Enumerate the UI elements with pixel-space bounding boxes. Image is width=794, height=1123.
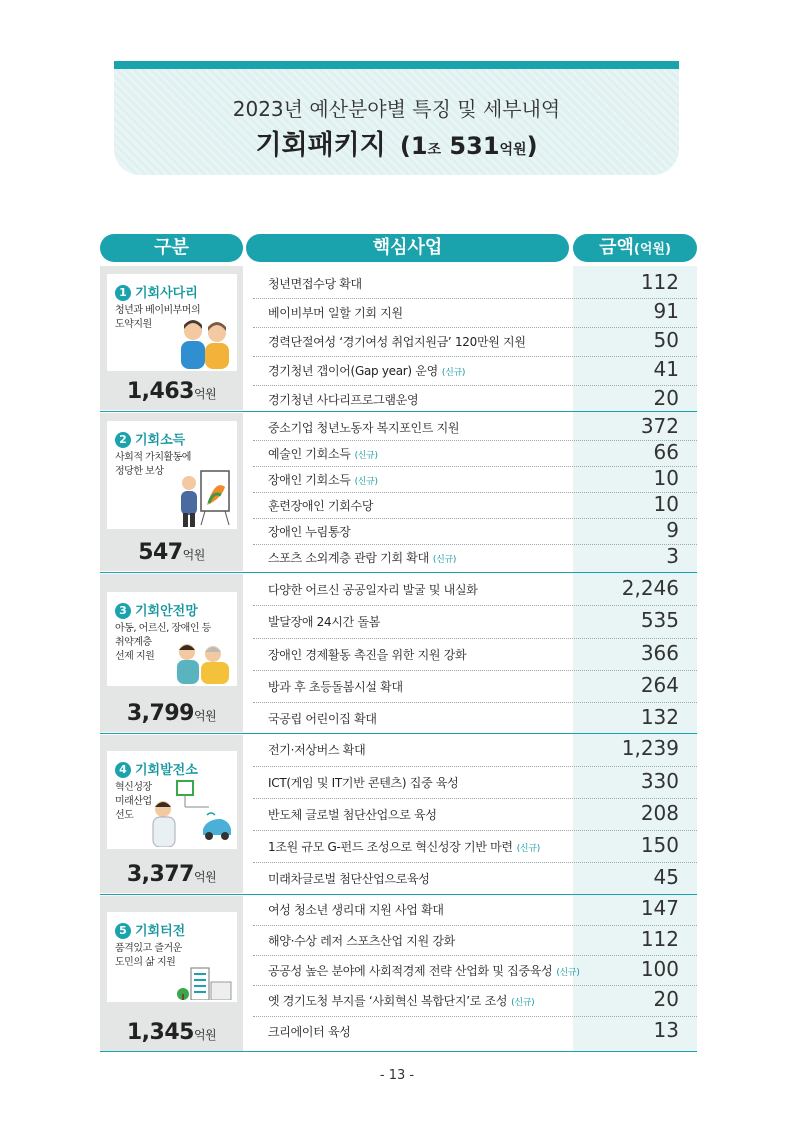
- project-amount: 10: [653, 466, 679, 490]
- header-category: 구분: [100, 234, 243, 262]
- row-divider: [253, 985, 697, 986]
- new-badge: (신규): [354, 451, 378, 461]
- project-amount: 112: [640, 270, 679, 294]
- row-divider: [253, 862, 697, 863]
- project-name: 방과 후 초등돌봄시설 확대: [268, 680, 403, 694]
- category-title: 5 기회터전: [115, 920, 185, 939]
- category-title: 2 기회소득: [115, 429, 185, 448]
- category-title: 1 기회사다리: [115, 282, 198, 301]
- project-amount: 372: [640, 414, 679, 438]
- project-amount: 2,246: [621, 576, 679, 600]
- project-name: 미래차글로벌 첨단산업으로육성: [268, 872, 430, 886]
- project-name: 반도체 글로벌 첨단산업으로 육성: [268, 808, 437, 822]
- project-name: 전기·저상버스 확대: [268, 743, 366, 757]
- row-divider: [253, 798, 697, 799]
- project-name: 청년면접수당 확대: [268, 277, 362, 291]
- category-block: [100, 413, 243, 571]
- row-divider: [253, 638, 697, 639]
- row-divider: [253, 766, 697, 767]
- new-badge: (신규): [511, 998, 535, 1008]
- row-divider: [253, 702, 697, 703]
- project-name: 장애인 누림통장: [268, 525, 351, 539]
- category-title: 4 기회발전소: [115, 759, 198, 778]
- project-name: 중소기업 청년노동자 복지포인트 지원: [268, 421, 460, 435]
- group-divider: [100, 411, 697, 412]
- group-divider: [100, 572, 697, 573]
- project-amount: 366: [640, 641, 679, 665]
- group-divider: [100, 733, 697, 734]
- building-illustration: [173, 964, 233, 1000]
- row-divider: [253, 830, 697, 831]
- row-divider: [253, 670, 697, 671]
- project-name: 장애인 경제활동 촉진을 위한 지원 강화: [268, 648, 467, 662]
- project-name: 훈련장애인 기회수당: [268, 499, 374, 513]
- project-name: 다양한 어르신 공공일자리 발굴 및 내실화: [268, 583, 478, 597]
- project-name: 장애인 기회소득 (신규): [268, 473, 378, 487]
- category-block: [100, 735, 243, 893]
- tech-illustration: [147, 777, 233, 847]
- project-amount: 10: [653, 492, 679, 516]
- row-divider: [253, 1016, 697, 1017]
- project-amount: 535: [640, 608, 679, 632]
- title-main: [114, 123, 679, 162]
- row-divider: [253, 925, 697, 926]
- project-name: ICT(게임 및 IT기반 콘텐츠) 집중 육성: [268, 776, 459, 790]
- title-box: [114, 61, 679, 175]
- table-bottom-border: [100, 1051, 697, 1052]
- category-description: 아동, 어르신, 장애인 등 취약계층 선제 지원: [115, 623, 211, 662]
- project-amount: 112: [640, 927, 679, 951]
- category-title: 3 기회안전망: [115, 600, 198, 619]
- new-badge: (신규): [432, 555, 457, 565]
- category-description: 품격있고 즐거운 도민의 삶 지원: [115, 943, 182, 968]
- page-number: - 13 -: [379, 1068, 415, 1083]
- category-amount: 547억원: [138, 540, 205, 565]
- category-card: [107, 592, 237, 686]
- project-amount: 20: [653, 386, 679, 410]
- project-name: 경력단절여성 ‘경기여성 취업지원금’ 120만원 지원: [268, 335, 526, 349]
- project-name: 예술인 기회소득 (신규): [268, 447, 378, 461]
- category-description: 청년과 베이비부머의 도약지원: [115, 305, 201, 330]
- category-amount: 1,463억원: [126, 379, 217, 404]
- row-divider: [253, 605, 697, 606]
- project-name: 해양·수상 레저 스포츠산업 지원 강화: [268, 934, 455, 948]
- category-block: [100, 266, 243, 410]
- project-amount: 50: [653, 328, 679, 352]
- project-name: 국공립 어린이집 확대: [268, 712, 377, 726]
- header-project: 핵심사업: [246, 234, 569, 262]
- project-name: 스포츠 소외계층 관람 기회 확대 (신규): [268, 551, 457, 565]
- project-amount: 264: [640, 673, 679, 697]
- project-name: 여성 청소년 생리대 지원 사업 확대: [268, 903, 444, 917]
- project-amount: 41: [653, 357, 679, 381]
- row-divider: [253, 955, 697, 956]
- project-amount: 9: [666, 518, 679, 542]
- project-amount: 45: [653, 865, 679, 889]
- category-amount: 3,799억원: [126, 701, 217, 726]
- category-amount: 1,345억원: [126, 1020, 217, 1045]
- project-amount: 208: [640, 801, 679, 825]
- package-name: 기회패키지: [255, 130, 386, 161]
- project-amount: 147: [640, 896, 679, 920]
- project-name: 경기청년 갭이어(Gap year) 운영 (신규): [268, 364, 466, 378]
- project-name: 옛 경기도청 부지를 ‘사회혁신 복합단지’로 조성 (신규): [268, 994, 535, 1008]
- project-name: 크리에이터 육성: [268, 1025, 351, 1039]
- project-name: 베이비부머 일할 기회 지원: [268, 306, 403, 320]
- project-amount: 66: [653, 440, 679, 464]
- artist-illustration: [175, 465, 233, 527]
- package-total: (1조 531억원): [399, 132, 538, 160]
- new-badge: (신규): [516, 844, 540, 854]
- category-card: [107, 274, 237, 371]
- project-amount: 20: [653, 987, 679, 1011]
- category-description: 사회적 가치활동에 정당한 보상: [115, 452, 191, 477]
- project-name: 공공성 높은 분야에 사회적경제 전략 산업화 및 집중육성 (신규): [268, 964, 580, 978]
- category-block: [100, 896, 243, 1051]
- caregiver-illustration: [171, 640, 233, 684]
- category-card: [107, 421, 237, 529]
- project-amount: 1,239: [621, 736, 679, 760]
- title-subtitle: 2023년 예산분야별 특징 및 세부내역: [232, 97, 561, 121]
- new-badge: (신규): [354, 477, 378, 487]
- project-name: 1조원 규모 G-펀드 조성으로 혁신성장 기반 마련 (신규): [268, 840, 540, 854]
- category-card: [107, 751, 237, 849]
- new-badge: (신규): [556, 968, 580, 978]
- category-amount: 3,377억원: [126, 862, 217, 887]
- project-name: 경기청년 사다리프로그램운영: [268, 393, 419, 407]
- group-divider: [100, 894, 697, 895]
- category-description: 혁신성장 미래산업 선도: [115, 782, 152, 821]
- project-amount: 330: [640, 769, 679, 793]
- new-badge: (신규): [441, 368, 466, 378]
- project-amount: 100: [640, 957, 679, 981]
- project-amount: 150: [640, 833, 679, 857]
- project-amount: 91: [653, 299, 679, 323]
- category-block: [100, 574, 243, 732]
- people-illustration: [173, 317, 233, 369]
- project-amount: 13: [653, 1018, 679, 1042]
- header-amount: 금액(억원): [573, 234, 697, 262]
- project-name: 발달장애 24시간 돌봄: [268, 615, 381, 629]
- category-card: [107, 912, 237, 1002]
- project-amount: 3: [666, 544, 679, 568]
- project-amount: 132: [640, 705, 679, 729]
